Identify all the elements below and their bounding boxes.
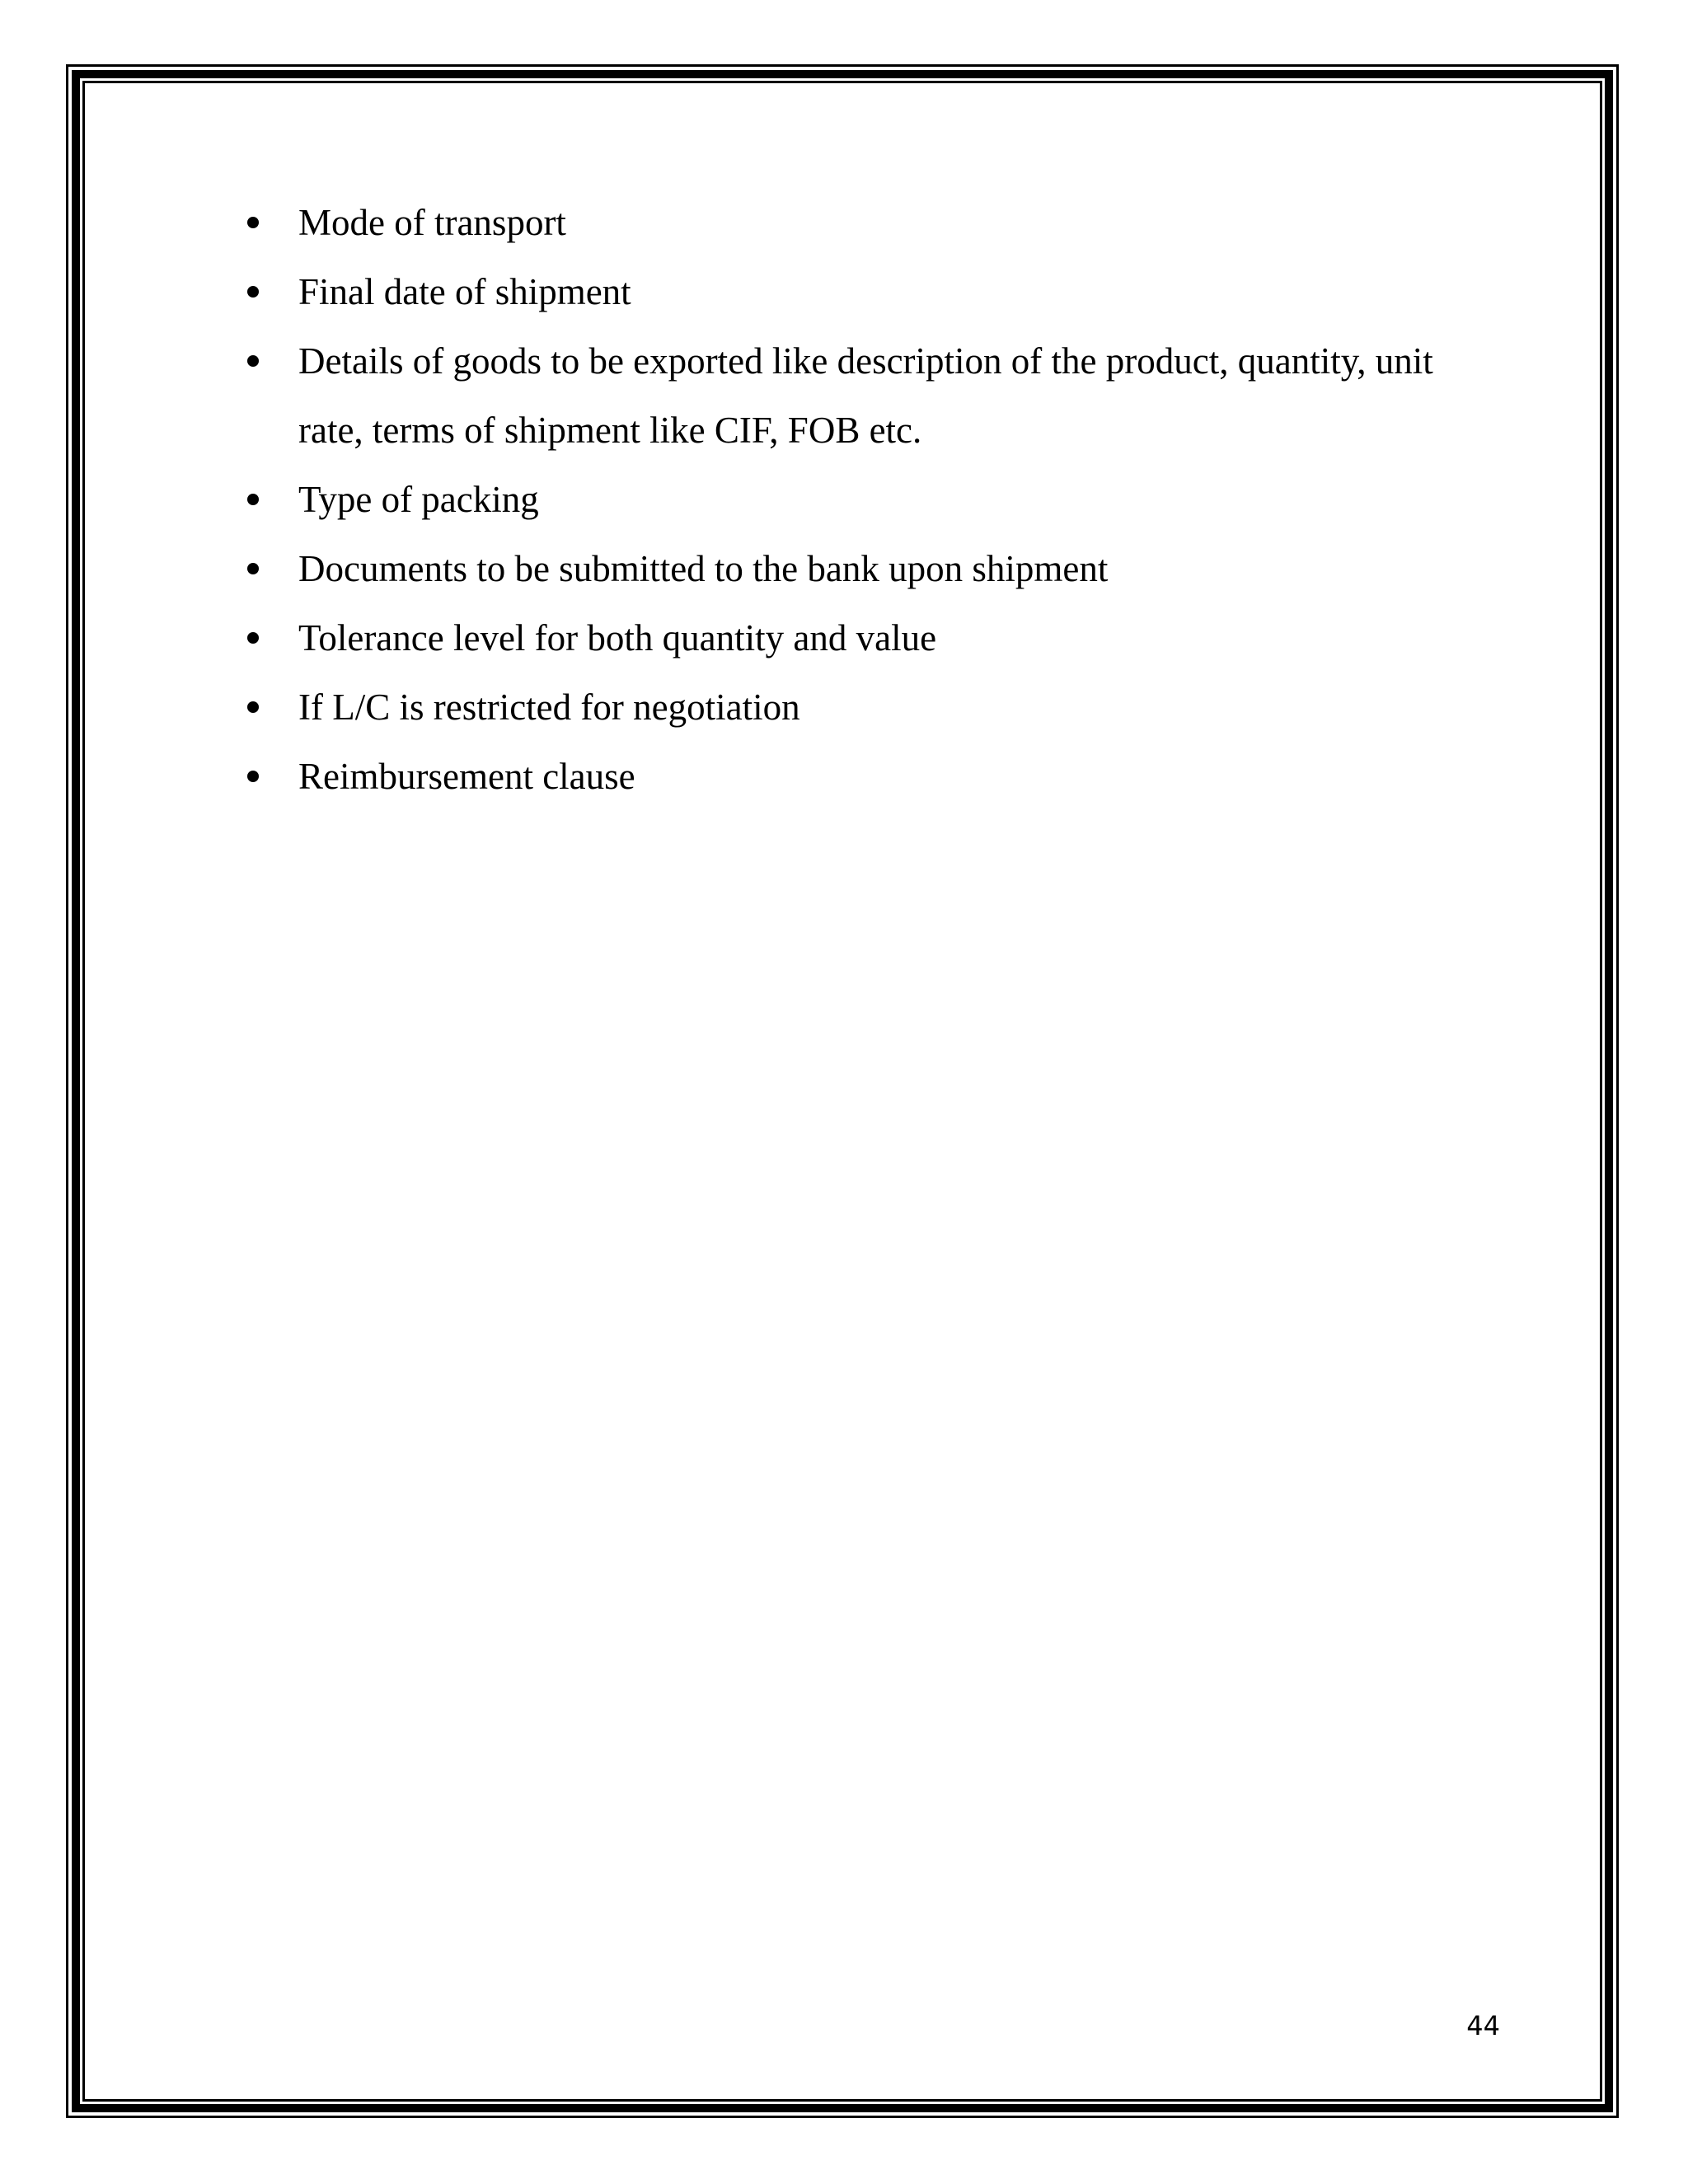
bullet-icon	[247, 632, 259, 644]
list-item-text: Type of packing	[298, 479, 539, 520]
list-item-text: Tolerance level for both quantity and value	[298, 617, 937, 658]
list-item	[247, 673, 1500, 742]
bullet-icon	[247, 286, 259, 298]
bullet-icon	[247, 563, 259, 574]
list-item	[247, 603, 1500, 673]
bullet-icon	[247, 355, 259, 367]
list-item-text: Final date of shipment	[298, 271, 631, 312]
list-item-text: Details of goods to be exported like description of the product, quantity, unit rate, terms of shipment like CIF, FOB etc.	[298, 340, 1433, 451]
list-item	[247, 534, 1500, 603]
list-item	[247, 465, 1500, 534]
list-item	[247, 326, 1500, 465]
bullet-icon	[247, 701, 259, 713]
list-item-text: Mode of transport	[298, 202, 566, 243]
list-item-text: If L/C is restricted for negotiation	[298, 687, 800, 728]
bullet-icon	[247, 217, 259, 228]
bullet-icon	[247, 494, 259, 505]
bullet-list	[247, 188, 1500, 811]
page-number: 44	[1466, 2010, 1500, 2041]
list-item	[247, 188, 1500, 257]
bullet-icon	[247, 771, 259, 782]
list-item-text: Reimbursement clause	[298, 756, 635, 797]
list-item-text: Documents to be submitted to the bank upon shipment	[298, 548, 1109, 589]
list-item	[247, 257, 1500, 326]
list-item	[247, 742, 1500, 811]
